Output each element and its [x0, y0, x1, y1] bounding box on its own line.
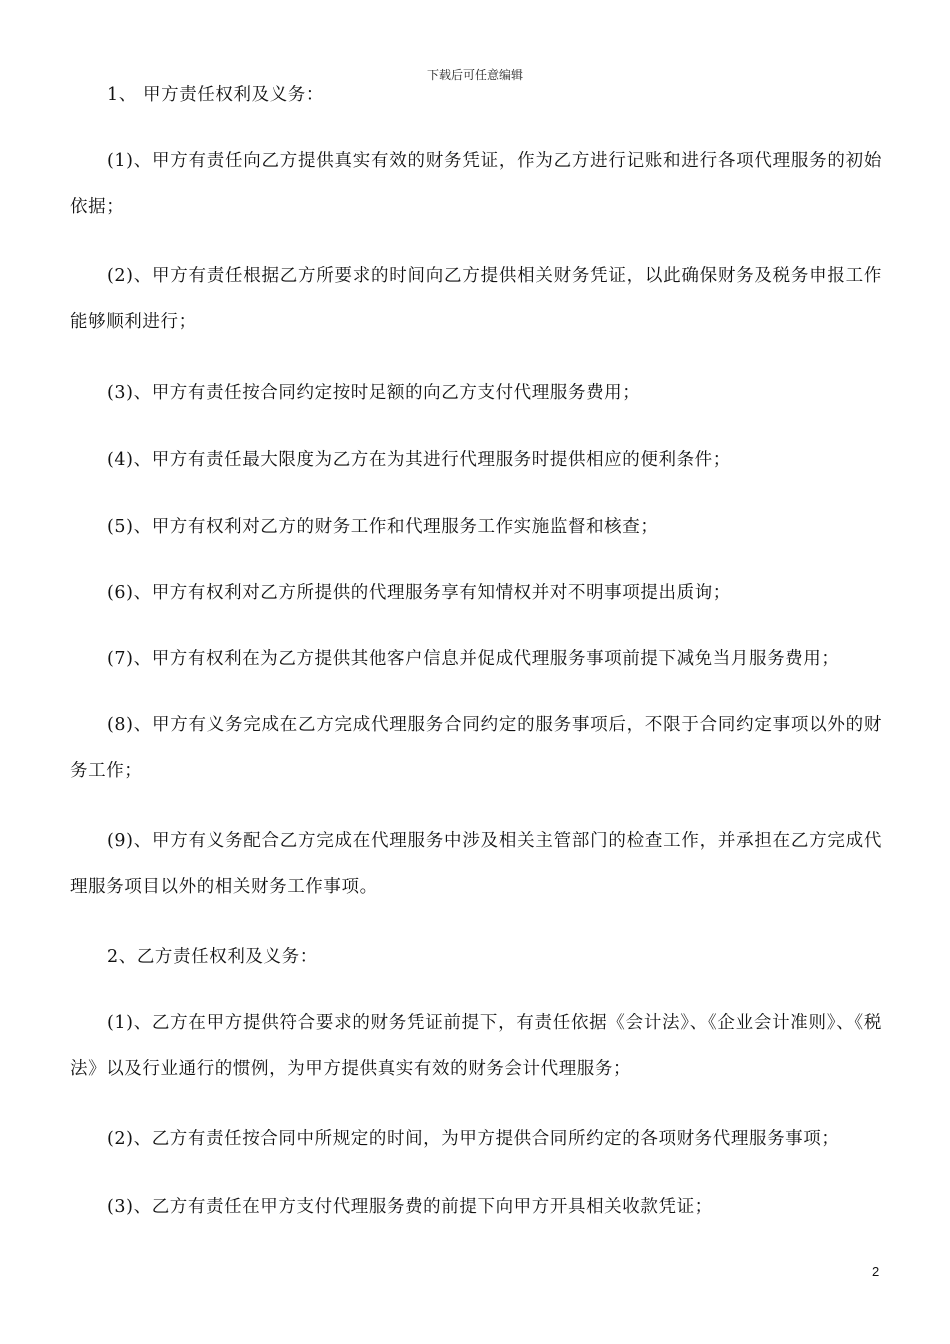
clause-a-3: (3)、甲方有责任按合同约定按时足额的向乙方支付代理服务费用； — [107, 383, 641, 403]
clause-a-4: (4)、甲方有责任最大限度为乙方在为其进行代理服务时提供相应的便利条件； — [107, 450, 731, 470]
clause-b-2: (2)、乙方有责任按合同中所规定的时间，为甲方提供合同所约定的各项财务代理服务事项； — [107, 1129, 840, 1149]
clause-a-7: (7)、甲方有权利在为乙方提供其他客户信息并促成代理服务事项前提下减免当月服务费用； — [107, 649, 840, 669]
clause-a-2: (2)、甲方有责任根据乙方所要求的时间向乙方提供相关财务凭证，以此确保财务及税务申报工作能够顺利进行； — [70, 266, 882, 332]
clause-a-6: (6)、甲方有权利对乙方所提供的代理服务享有知情权并对不明事项提出质询； — [107, 583, 731, 603]
clause-a-5: (5)、甲方有权利对乙方的财务工作和代理服务工作实施监督和核查； — [107, 517, 659, 537]
section-heading-party-b: 2、乙方责任权利及义务： — [107, 947, 318, 967]
clause-a-1: (1)、甲方有责任向乙方提供真实有效的财务凭证，作为乙方进行记账和进行各项代理服务的初始依据； — [70, 151, 882, 217]
clause-b-3: (3)、乙方有责任在甲方支付代理服务费的前提下向甲方开具相关收款凭证； — [107, 1197, 713, 1217]
page-number: 2 — [872, 1264, 880, 1279]
clause-a-8: (8)、甲方有义务完成在乙方完成代理服务合同约定的服务事项后，不限于合同约定事项以外的财务工作； — [70, 715, 882, 781]
header-note: 下载后可任意编辑 — [426, 68, 523, 82]
clause-a-9: (9)、甲方有义务配合乙方完成在代理服务中涉及相关主管部门的检查工作，并承担在乙方完成代理服务项目以外的相关财务工作事项。 — [70, 831, 882, 897]
section-heading-party-a: 1、 甲方责任权利及义务： — [107, 85, 324, 105]
clause-b-1: (1)、乙方在甲方提供符合要求的财务凭证前提下，有责任依据《会计法》、《企业会计准则》、《税法》以及行业通行的惯例，为甲方提供真实有效的财务会计代理服务； — [70, 1013, 882, 1079]
